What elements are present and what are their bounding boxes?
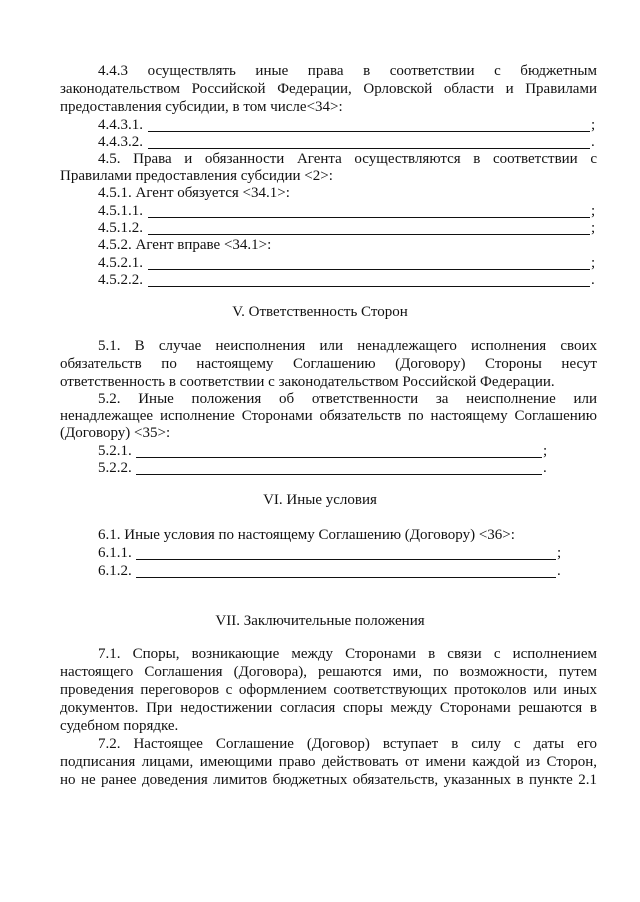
clause-5-2-line-1: 5.2. Иные положения об ответственности за неисполнение или xyxy=(98,391,597,407)
fill-label: 4.5.1.1. xyxy=(98,203,143,219)
clause-4-4-3-line-1: 4.4.3 осуществлять иные права в соответствии с бюджетным xyxy=(98,63,597,79)
section-5-heading: V. Ответственность Сторон xyxy=(232,304,408,320)
clause-4-5-1: 4.5.1. Агент обязуется <34.1>: xyxy=(98,185,290,201)
clause-7-1-line-4: документов. При недостижении согласия споры между Сторонами решаются в xyxy=(60,700,597,716)
blank-line xyxy=(148,269,590,270)
clause-4-4-3-line-2: законодательством Российской Федерации, Орловской области и Правилами xyxy=(60,81,597,97)
fill-end: . xyxy=(543,460,547,476)
clause-5-1-line-3: ответственность в соответствии с законодательством Российской Федерации. xyxy=(60,374,555,390)
clause-7-1-line-3: проведения переговоров с оформлением соответствующих протоколов или иных xyxy=(60,682,597,698)
clause-5-2-line-3: (Договору) <35>: xyxy=(60,425,171,441)
blank-line xyxy=(148,148,590,149)
fill-end: ; xyxy=(543,443,548,459)
blank-line xyxy=(136,559,556,560)
fill-label: 6.1.1. xyxy=(98,545,132,561)
clause-7-1-line-5: судебном порядке. xyxy=(60,718,179,734)
fill-label: 4.4.3.2. xyxy=(98,134,143,150)
clause-7-1-line-2: настоящего Соглашения (Договора), решаются ими, по возможности, путем xyxy=(60,664,597,680)
fill-end: ; xyxy=(591,117,596,133)
blank-line xyxy=(148,286,590,287)
fill-end: . xyxy=(591,272,595,288)
fill-label: 4.5.1.2. xyxy=(98,220,143,236)
fill-end: ; xyxy=(591,255,596,271)
clause-7-2-line-3: но не ранее доведения лимитов бюджетных обязательств, указанных в пункте 2.1 xyxy=(60,772,597,788)
section-7-heading: VII. Заключительные положения xyxy=(215,613,425,629)
blank-line xyxy=(148,131,590,132)
clause-5-2-line-2: ненадлежащее исполнение Сторонами обязательств по настоящему Соглашению xyxy=(60,408,597,424)
clause-7-2-line-1: 7.2. Настоящее Соглашение (Договор) вступает в силу с даты его xyxy=(98,736,597,752)
fill-label: 4.5.2.1. xyxy=(98,255,143,271)
fill-end: . xyxy=(591,134,595,150)
blank-line xyxy=(136,577,556,578)
blank-line xyxy=(136,457,542,458)
blank-line xyxy=(148,234,590,235)
clause-7-2-line-2: подписания лицами, имеющими право действовать от имени каждой из Сторон, xyxy=(60,754,597,770)
fill-end: ; xyxy=(557,545,562,561)
fill-label: 6.1.2. xyxy=(98,563,132,579)
clause-4-5-line-1: 4.5. Права и обязанности Агента осуществляются в соответствии с xyxy=(98,151,597,167)
blank-line xyxy=(148,217,590,218)
fill-label: 5.2.1. xyxy=(98,443,132,459)
clause-6-1: 6.1. Иные условия по настоящему Соглашению (Договору) <36>: xyxy=(98,527,515,543)
fill-label: 5.2.2. xyxy=(98,460,132,476)
section-6-heading: VI. Иные условия xyxy=(263,492,377,508)
fill-end: . xyxy=(557,563,561,579)
clause-4-5-line-2: Правилами предоставления субсидии <2>: xyxy=(60,168,333,184)
clause-4-4-3-line-3: предоставления субсидии, в том числе<34>: xyxy=(60,99,343,115)
clause-7-1-line-1: 7.1. Споры, возникающие между Сторонами в связи с исполнением xyxy=(98,646,597,662)
clause-4-5-2: 4.5.2. Агент вправе <34.1>: xyxy=(98,237,272,253)
blank-line xyxy=(136,474,542,475)
fill-label: 4.4.3.1. xyxy=(98,117,143,133)
fill-label: 4.5.2.2. xyxy=(98,272,143,288)
fill-end: ; xyxy=(591,203,596,219)
clause-5-1-line-1: 5.1. В случае неисполнения или ненадлежащего исполнения своих xyxy=(98,338,597,354)
fill-end: ; xyxy=(591,220,596,236)
clause-5-1-line-2: обязательств по настоящему Соглашению (Договору) Стороны несут xyxy=(60,356,597,372)
